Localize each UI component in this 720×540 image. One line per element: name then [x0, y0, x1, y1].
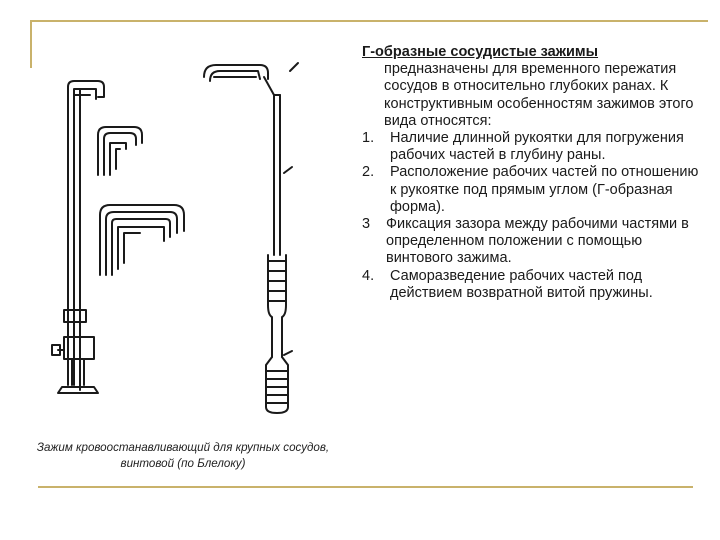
feature-number: 1.	[362, 130, 375, 147]
feature-text: Фиксация зазора между рабочими частями в определенном положении с помощью винтового зажима.	[386, 216, 689, 267]
jaw-small-drawing	[98, 127, 142, 175]
slide-heading: Г-образные сосудистые зажимы	[362, 44, 599, 60]
frame-top-line	[30, 20, 708, 22]
intro-text: предназначены для временного пережатия сосудов в относительно глубоких ранах. К конструктивным особенностям зажимов этого вида относятся:	[384, 61, 694, 129]
screw-clamp-drawing	[52, 81, 104, 393]
feature-item	[362, 130, 707, 164]
figure-caption: Зажим кровоостанавливающий для крупных сосудов, винтовой (по Блелоку)	[36, 441, 330, 470]
feature-number: 3	[362, 216, 371, 233]
jaw-large-drawing	[100, 205, 184, 275]
long-handle-clamp-drawing	[204, 63, 298, 413]
description-text	[362, 44, 707, 302]
frame-bottom-line	[38, 486, 693, 488]
feature-item	[362, 268, 707, 302]
feature-item	[362, 164, 707, 216]
feature-number: 2.	[362, 164, 375, 181]
feature-text: Саморазведение рабочих частей под действием возвратной витой пружины.	[390, 267, 653, 301]
clamp-drawing	[28, 55, 328, 465]
feature-text: Наличие длинной рукоятки для погружения рабочих частей в глубину раны.	[390, 130, 684, 164]
feature-number: 4.	[362, 267, 375, 284]
clamp-illustration	[28, 55, 328, 465]
feature-text: Расположение рабочих частей по отношению к рукоятке под прямым углом (Г-образная форма).	[390, 164, 699, 215]
feature-item	[362, 216, 707, 268]
